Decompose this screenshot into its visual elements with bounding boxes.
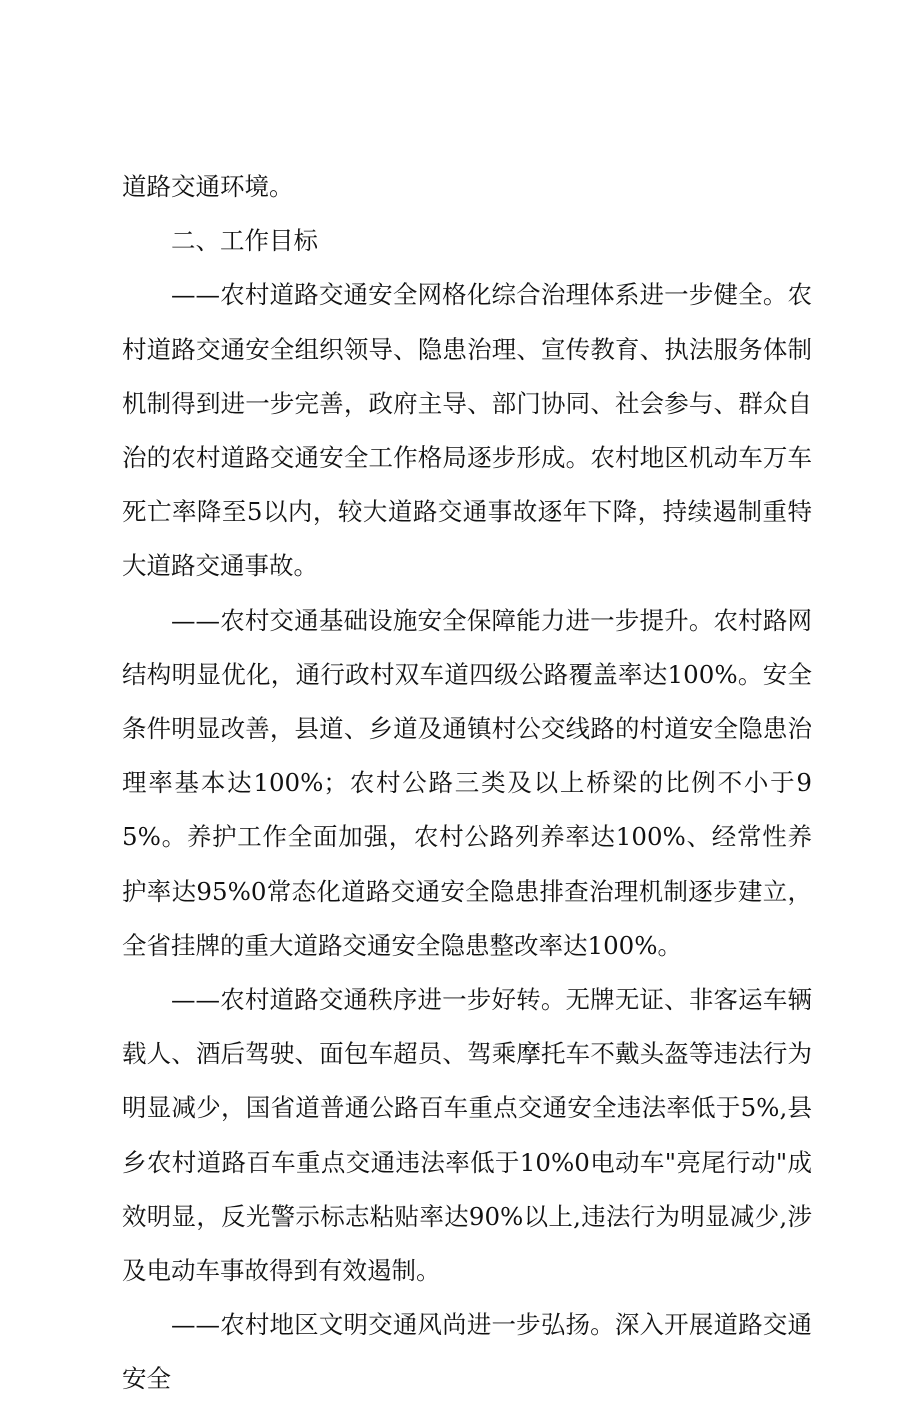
paragraph-continuation: 道路交通环境。 bbox=[122, 172, 294, 201]
section-heading: 二、工作目标 bbox=[171, 226, 318, 256]
paragraph-civilized-traffic: ——农村地区文明交通风尚进一步弘扬。深入开展道路交通安全 bbox=[122, 1310, 812, 1394]
paragraph-infrastructure: ——农村交通基础设施安全保障能力进一步提升。农村路网结构明显优化，通行政村双车道四级公路覆盖率达100%。安全条件明显改善，县道、乡道及通镇村公交线路的村道安全隐患治理率基本达100%；农村公路三类及以上桥梁的比例不小于95%。养护工作全面加强，农村公路列养率达100%、经常性养护率达95%0常态化道路交通安全隐患排查治理机制逐步建立，全省挂牌的重大道路交通安全隐患整改率达100%。 bbox=[122, 605, 812, 960]
paragraph-traffic-order: ——农村道路交通秩序进一步好转。无牌无证、非客运车辆载人、酒后驾驶、面包车超员、驾乘摩托车不戴头盔等违法行为明显减少，国省道普通公路百车重点交通安全违法率低于5%,县乡农村道路百车重点交通违法率低于10%0电动车"亮尾行动"成效明显，反光警示标志粘贴率达90%以上,违法行为明显减少,涉及电动车事故得到有效遏制。 bbox=[122, 985, 812, 1286]
document-body bbox=[122, 160, 812, 1407]
paragraph-governance-system: ——农村道路交通安全网格化综合治理体系进一步健全。农村道路交通安全组织领导、隐患治理、宣传教育、执法服务体制机制得到进一步完善，政府主导、部门协同、社会参与、群众自治的农村道路交通安全工作格局逐步形成。农村地区机动车万车死亡率降至5以内，较大道路交通事故逐年下降，持续遏制重特大道路交通事故。 bbox=[122, 280, 812, 581]
